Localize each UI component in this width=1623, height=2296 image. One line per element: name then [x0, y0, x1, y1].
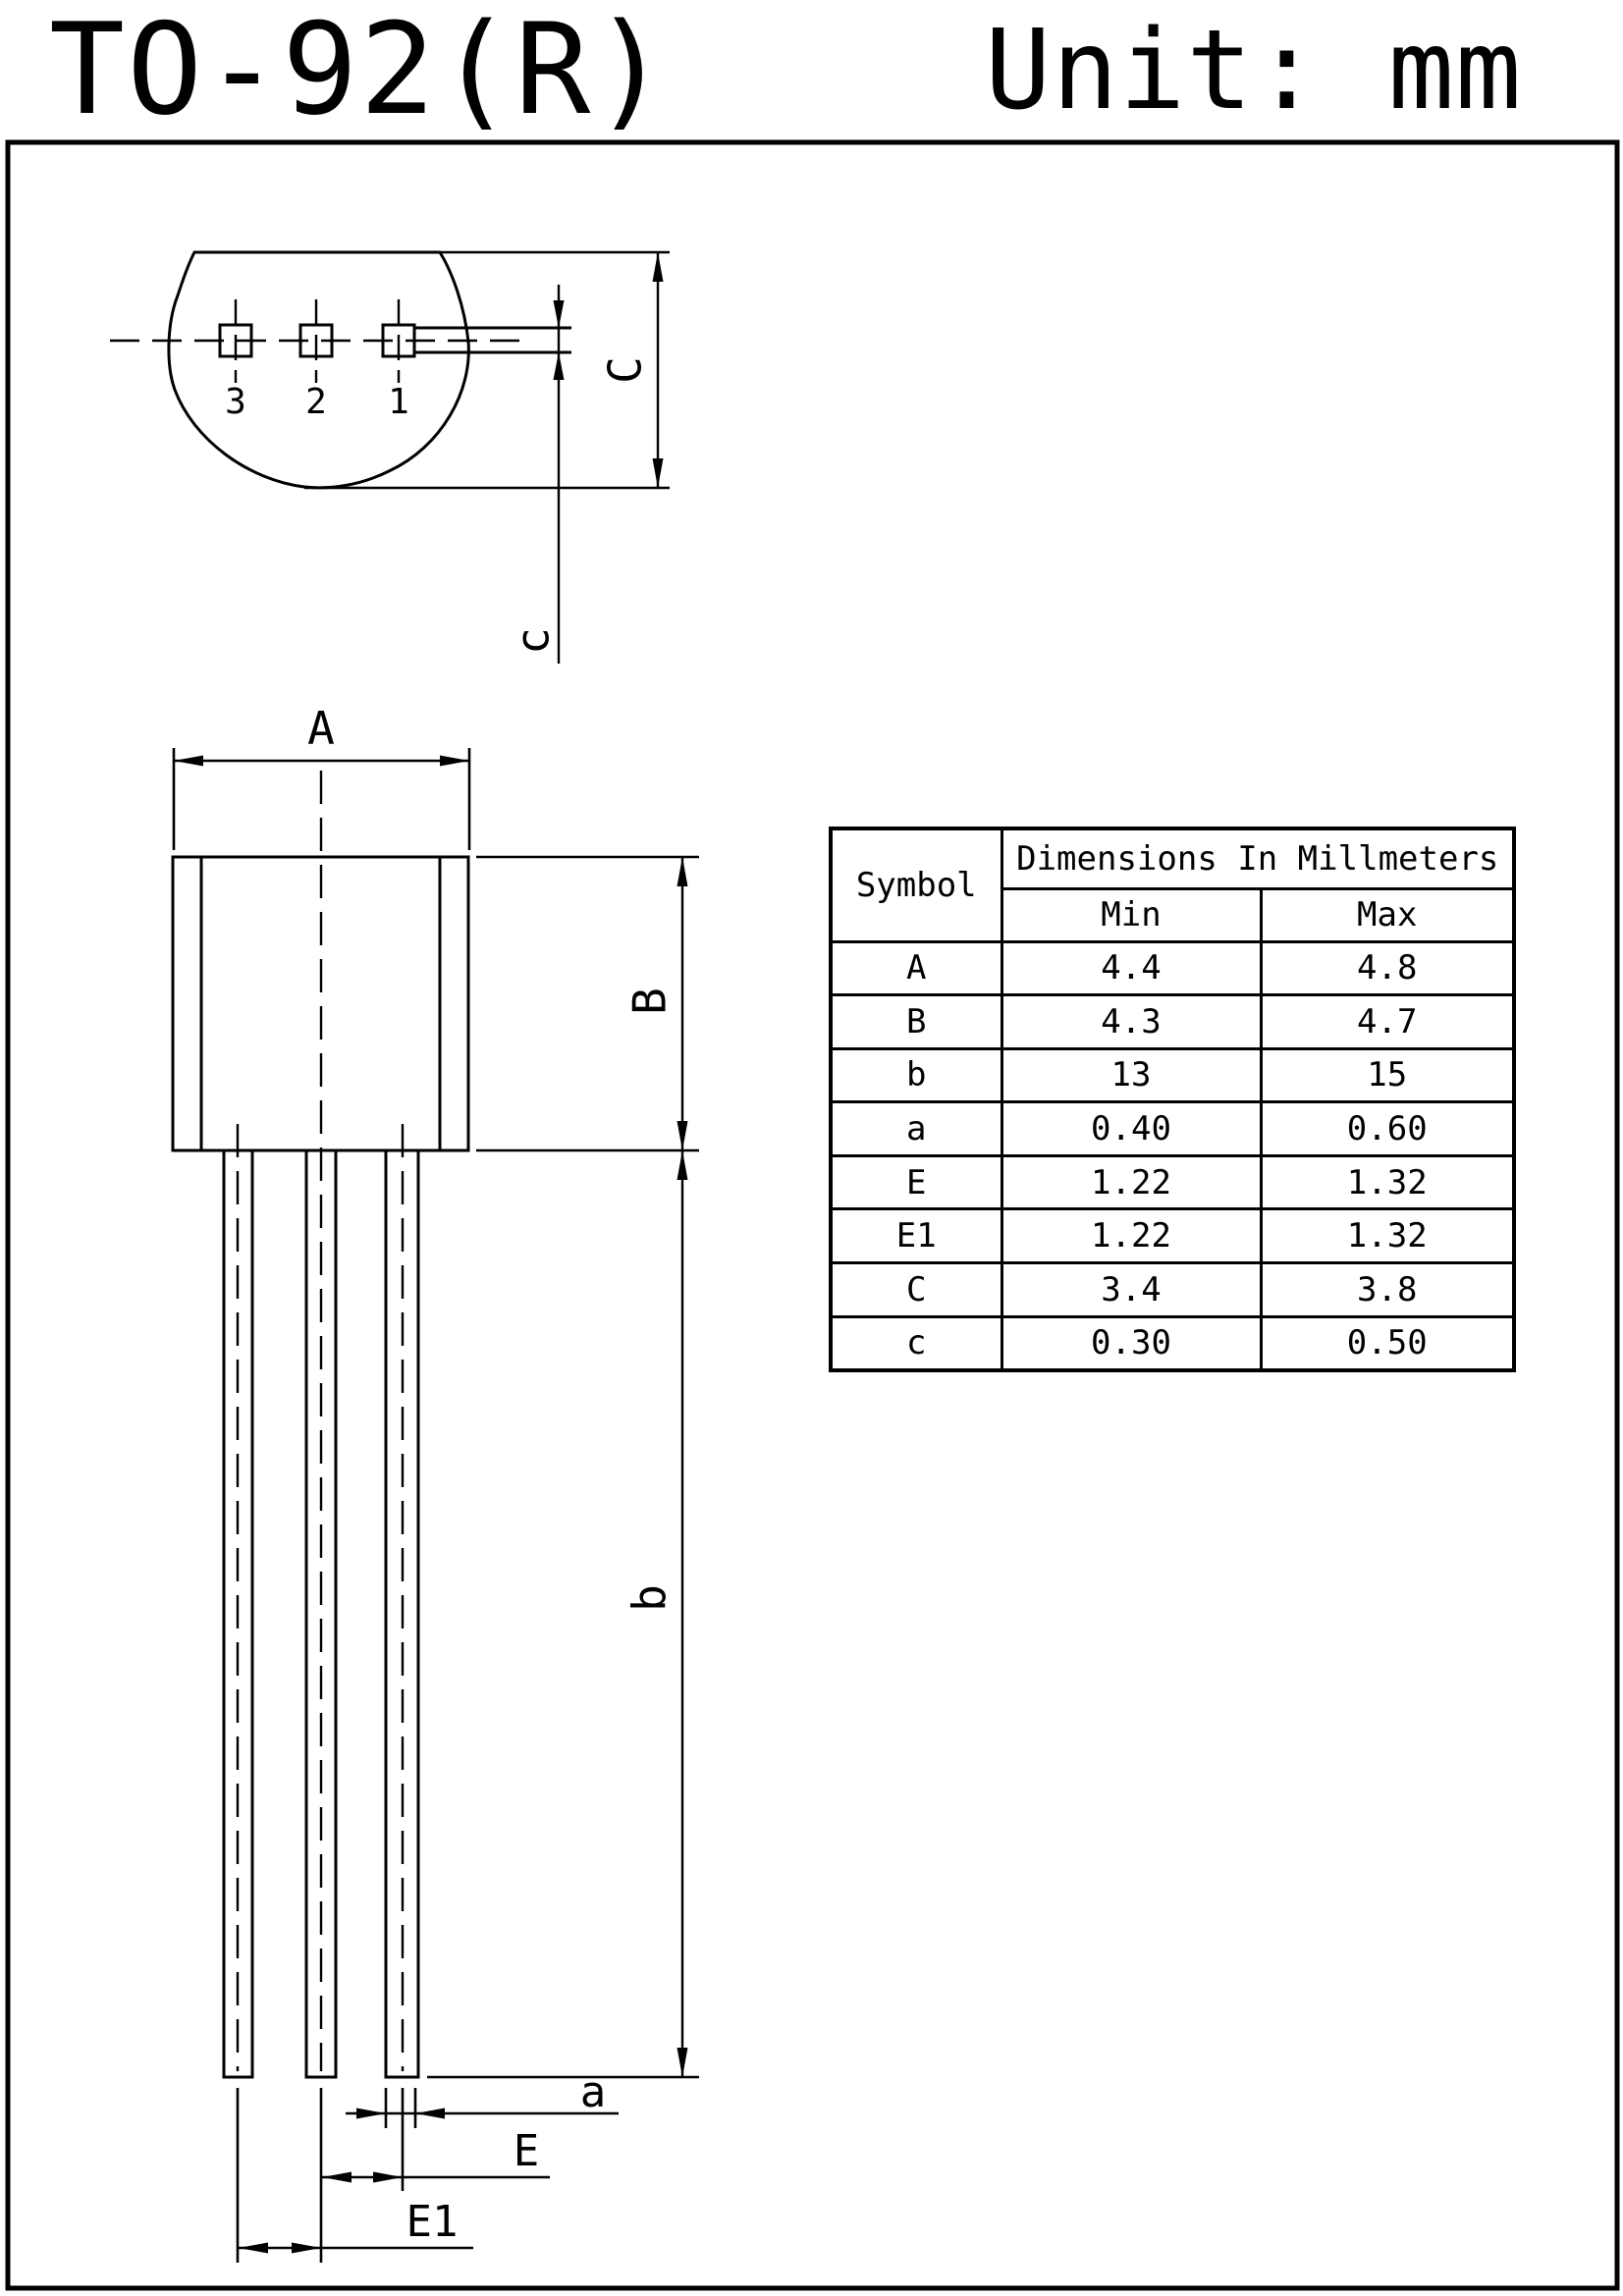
table-row-E	[831, 1155, 1514, 1209]
symbol-cell: B	[831, 995, 1001, 1049]
table-row-b	[831, 1048, 1514, 1102]
symbol-header: Symbol	[831, 828, 1001, 941]
pin1-label: 1	[388, 382, 409, 422]
max-cell: 4.7	[1261, 995, 1514, 1049]
min-cell: 3.4	[1001, 1263, 1261, 1317]
table-row-A	[831, 941, 1514, 995]
min-cell: 4.4	[1001, 941, 1261, 995]
max-cell: 0.50	[1261, 1316, 1514, 1370]
E-dim-arrow-right	[373, 2172, 403, 2183]
table-row-C	[831, 1263, 1514, 1317]
unit-label: Unit: mm	[985, 7, 1523, 134]
table-row-E1	[831, 1209, 1514, 1263]
b-dim-arrow-up	[677, 1150, 688, 1180]
symbol-cell: c	[831, 1316, 1001, 1370]
table-header-row-1	[831, 828, 1514, 888]
max-cell: 15	[1261, 1048, 1514, 1102]
c-dim-arrow-up	[554, 352, 565, 380]
E1-dim-arrow-right	[292, 2243, 321, 2254]
symbol-cell: b	[831, 1048, 1001, 1102]
c-dim-arrow-down	[554, 300, 565, 328]
symbol-cell: E1	[831, 1209, 1001, 1263]
min-cell: 1.22	[1001, 1155, 1261, 1209]
b-dim-label: b	[622, 1584, 676, 1612]
A-dim-arrow-right	[440, 756, 469, 767]
pin2-label: 2	[305, 382, 327, 422]
E-dim-label: E	[513, 2126, 540, 2176]
sheet-title: TO-92(R)	[49, 0, 671, 143]
symbol-cell: A	[831, 941, 1001, 995]
max-cell: 3.8	[1261, 1263, 1514, 1317]
table-row-a	[831, 1102, 1514, 1156]
symbol-cell: C	[831, 1263, 1001, 1317]
E1-dim-label: E1	[406, 2197, 459, 2247]
B-dim-label: B	[622, 988, 676, 1015]
min-cell: 13	[1001, 1048, 1261, 1102]
A-dim-arrow-left	[174, 756, 203, 767]
max-cell: 1.32	[1261, 1209, 1514, 1263]
symbol-cell: E	[831, 1155, 1001, 1209]
pin3-label: 3	[225, 382, 246, 422]
dimension-table	[829, 827, 1516, 1372]
C-dim-arrow-up	[653, 252, 664, 282]
max-cell: 0.60	[1261, 1102, 1514, 1156]
max-cell: 4.8	[1261, 941, 1514, 995]
top-view-body-outline	[169, 252, 468, 488]
min-header: Min	[1001, 888, 1261, 941]
a-dim-arrow-right	[356, 2109, 386, 2119]
E-dim-arrow-left	[322, 2172, 352, 2183]
E1-dim-arrow-left	[239, 2243, 268, 2254]
C-dim-arrow-down	[653, 458, 664, 488]
table-row-c	[831, 1316, 1514, 1370]
a-dim-arrow-left	[415, 2109, 445, 2119]
max-cell: 1.32	[1261, 1155, 1514, 1209]
b-dim-arrow-down	[677, 2048, 688, 2077]
table-row-B	[831, 995, 1514, 1049]
c-dim-label: c	[506, 627, 560, 655]
min-cell: 0.30	[1001, 1316, 1261, 1370]
min-cell: 4.3	[1001, 995, 1261, 1049]
min-cell: 0.40	[1001, 1102, 1261, 1156]
symbol-cell: a	[831, 1102, 1001, 1156]
A-dim-label: A	[307, 702, 335, 755]
max-header: Max	[1261, 888, 1514, 941]
C-dim-label: C	[598, 356, 652, 384]
min-cell: 1.22	[1001, 1209, 1261, 1263]
dimensions-header: Dimensions In Millmeters	[1001, 828, 1514, 888]
B-dim-arrow-down	[677, 1121, 688, 1150]
a-dim-label: a	[579, 2067, 607, 2117]
B-dim-arrow-up	[677, 857, 688, 886]
